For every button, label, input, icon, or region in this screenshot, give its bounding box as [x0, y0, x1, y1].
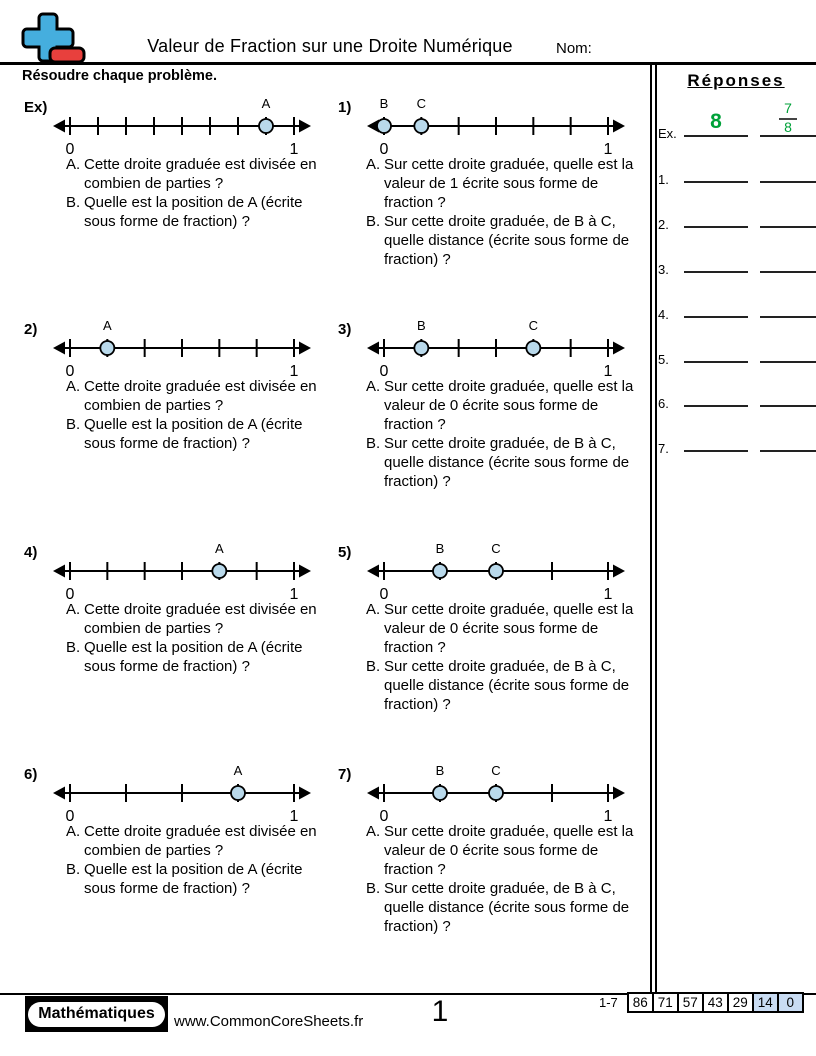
- answer-blank: [684, 110, 748, 137]
- problem-label: 6): [24, 766, 38, 783]
- problem-label: 1): [338, 99, 352, 116]
- svg-text:A: A: [102, 318, 112, 333]
- answer-row-ex: [658, 100, 816, 145]
- svg-text:C: C: [528, 318, 539, 333]
- svg-text:0: 0: [65, 141, 75, 158]
- number-line: [52, 541, 312, 605]
- score-range-label: 1-7: [599, 995, 618, 1010]
- question-list: [66, 600, 330, 676]
- question-text: Sur cette droite graduée, de B à C, quelle distance (écrite sous forme de fraction) ?: [384, 880, 630, 935]
- number-line: [52, 318, 312, 382]
- question-list: [366, 600, 650, 714]
- svg-text:1: 1: [603, 141, 613, 158]
- answer-row-3: [658, 236, 816, 281]
- answer-blank: [684, 271, 748, 273]
- question-letter: B.: [366, 213, 381, 230]
- question-letter: B.: [366, 435, 381, 452]
- question-letter: A.: [66, 156, 81, 173]
- svg-text:1: 1: [289, 363, 299, 380]
- svg-text:C: C: [491, 763, 501, 778]
- answer-blank: [760, 271, 816, 273]
- question-b: [66, 415, 330, 453]
- answer-row-6: [658, 370, 816, 415]
- answer-row-label: 5.: [658, 352, 669, 367]
- svg-text:0: 0: [65, 363, 75, 380]
- number-line: [52, 763, 312, 827]
- header-rule: [0, 62, 816, 65]
- question-list: [66, 155, 330, 231]
- answer-row-label: 7.: [658, 441, 669, 456]
- fraction-numerator: 7: [779, 101, 797, 119]
- svg-text:1: 1: [289, 141, 299, 158]
- question-text: Cette droite graduée est divisée en combien de parties ?: [84, 601, 317, 637]
- svg-text:A: A: [214, 541, 224, 556]
- question-b: [366, 212, 650, 269]
- question-a: [66, 377, 330, 415]
- question-b: [66, 860, 330, 898]
- question-text: Sur cette droite graduée, quelle est la valeur de 1 écrite sous forme de fraction ?: [384, 156, 634, 211]
- svg-text:C: C: [491, 541, 501, 556]
- question-letter: A.: [66, 823, 81, 840]
- question-b: [66, 193, 330, 231]
- answer-blank: [684, 316, 748, 318]
- math-badge: [25, 996, 168, 1032]
- svg-text:0: 0: [379, 586, 389, 603]
- question-text: Sur cette droite graduée, de B à C, quelle distance (écrite sous forme de fraction) ?: [384, 658, 630, 713]
- score-cell: 86: [627, 992, 654, 1013]
- question-text: Sur cette droite graduée, de B à C, quelle distance (écrite sous forme de fraction) ?: [384, 435, 630, 490]
- svg-text:0: 0: [379, 808, 389, 825]
- answer-row-7: [658, 415, 816, 460]
- question-text: Cette droite graduée est divisée en combien de parties ?: [84, 378, 317, 414]
- svg-text:1: 1: [289, 808, 299, 825]
- answers-divider: [650, 62, 657, 994]
- answer-blank: [684, 450, 748, 452]
- answer-blank: [760, 181, 816, 183]
- question-letter: A.: [66, 601, 81, 618]
- question-list: [366, 155, 650, 269]
- answer-row-1: [658, 146, 816, 191]
- answer-blank: [684, 405, 748, 407]
- problem-label: Ex): [24, 99, 48, 116]
- svg-text:A: A: [261, 96, 271, 111]
- page-title: Valeur de Fraction sur une Droite Numérique: [147, 36, 513, 56]
- question-list: [366, 377, 650, 491]
- question-letter: B.: [66, 639, 81, 656]
- question-text: Quelle est la position de A (écrite sous forme de fraction) ?: [84, 416, 303, 452]
- problem-label: 5): [338, 544, 352, 561]
- score-cell: 43: [702, 992, 729, 1013]
- answers-heading: Réponses: [687, 71, 785, 90]
- answer-row-4: [658, 281, 816, 326]
- svg-text:0: 0: [65, 808, 75, 825]
- question-a: [366, 377, 650, 434]
- answer-blank: [760, 450, 816, 452]
- question-letter: B.: [366, 880, 381, 897]
- answer-row-label: 3.: [658, 262, 669, 277]
- question-letter: B.: [66, 861, 81, 878]
- question-text: Quelle est la position de A (écrite sous forme de fraction) ?: [84, 639, 303, 675]
- svg-text:1: 1: [289, 586, 299, 603]
- question-text: Quelle est la position de A (écrite sous forme de fraction) ?: [84, 194, 303, 230]
- svg-text:1: 1: [603, 363, 613, 380]
- question-text: Sur cette droite graduée, quelle est la valeur de 0 écrite sous forme de fraction ?: [384, 378, 634, 433]
- score-table: [599, 992, 804, 1013]
- question-a: [66, 155, 330, 193]
- svg-text:A: A: [233, 763, 243, 778]
- answer-row-5: [658, 326, 816, 371]
- answer-row-label: 1.: [658, 172, 669, 187]
- badge-label: Mathématiques: [28, 1002, 164, 1027]
- plus-minus-logo: [14, 11, 86, 65]
- question-b: [366, 879, 650, 936]
- answer-blank: [760, 361, 816, 363]
- question-text: Sur cette droite graduée, de B à C, quelle distance (écrite sous forme de fraction) ?: [384, 213, 630, 268]
- svg-text:1: 1: [603, 808, 613, 825]
- question-a: [366, 600, 650, 657]
- question-text: Sur cette droite graduée, quelle est la valeur de 0 écrite sous forme de fraction ?: [384, 601, 634, 656]
- svg-text:B: B: [416, 318, 426, 333]
- answer-blank: [684, 181, 748, 183]
- answer-row-2: [658, 191, 816, 236]
- problem-label: 2): [24, 321, 38, 338]
- number-line: [366, 318, 626, 382]
- answer-blank: [684, 361, 748, 363]
- question-a: [366, 822, 650, 879]
- answer-row-label: Ex.: [658, 126, 677, 141]
- score-cell: 29: [727, 992, 754, 1013]
- score-cell: 71: [652, 992, 679, 1013]
- svg-text:0: 0: [379, 363, 389, 380]
- score-cell: 14: [752, 992, 779, 1013]
- svg-text:1: 1: [603, 586, 613, 603]
- question-letter: A.: [366, 823, 381, 840]
- answer-fraction: [760, 101, 816, 135]
- question-text: Cette droite graduée est divisée en combien de parties ?: [84, 156, 317, 192]
- svg-text:B: B: [435, 541, 445, 556]
- question-list: [366, 822, 650, 936]
- answer-blank: [760, 226, 816, 228]
- question-text: Sur cette droite graduée, quelle est la valeur de 0 écrite sous forme de fraction ?: [384, 823, 634, 878]
- instructions: Résoudre chaque problème.: [22, 68, 217, 84]
- answer-row-label: 4.: [658, 307, 669, 322]
- number-line: [366, 96, 626, 160]
- answer-blank: [684, 226, 748, 228]
- problem-label: 4): [24, 544, 38, 561]
- answer-row-label: 6.: [658, 396, 669, 411]
- question-b: [66, 638, 330, 676]
- site-url: www.CommonCoreSheets.fr: [174, 1013, 364, 1030]
- question-a: [66, 600, 330, 638]
- svg-text:B: B: [379, 96, 389, 111]
- question-a: [366, 155, 650, 212]
- question-letter: A.: [66, 378, 81, 395]
- fraction-denominator: 8: [784, 118, 792, 135]
- svg-text:0: 0: [65, 586, 75, 603]
- answer-row-label: 2.: [658, 217, 669, 232]
- question-b: [366, 434, 650, 491]
- question-list: [66, 377, 330, 453]
- number-line: [52, 96, 312, 160]
- question-text: Cette droite graduée est divisée en combien de parties ?: [84, 823, 317, 859]
- question-a: [66, 822, 330, 860]
- score-cell: 0: [777, 992, 804, 1013]
- question-b: [366, 657, 650, 714]
- answer-blank: [760, 100, 816, 137]
- question-letter: A.: [366, 156, 381, 173]
- problem-label: 3): [338, 321, 352, 338]
- question-letter: A.: [366, 378, 381, 395]
- page-number: 1: [431, 995, 449, 1028]
- svg-text:B: B: [435, 763, 445, 778]
- score-cell: 57: [677, 992, 704, 1013]
- number-line: [366, 541, 626, 605]
- minus-icon: [50, 48, 84, 62]
- number-line: [366, 763, 626, 827]
- answer-blank: [760, 405, 816, 407]
- question-letter: B.: [366, 658, 381, 675]
- svg-text:C: C: [416, 96, 427, 111]
- question-letter: A.: [366, 601, 381, 618]
- question-list: [66, 822, 330, 898]
- question-letter: B.: [66, 416, 81, 433]
- svg-text:0: 0: [379, 141, 389, 158]
- question-letter: B.: [66, 194, 81, 211]
- problem-label: 7): [338, 766, 352, 783]
- question-text: Quelle est la position de A (écrite sous forme de fraction) ?: [84, 861, 303, 897]
- answer-value: 8: [710, 110, 722, 133]
- answer-blank: [760, 316, 816, 318]
- name-label: Nom:: [556, 40, 592, 57]
